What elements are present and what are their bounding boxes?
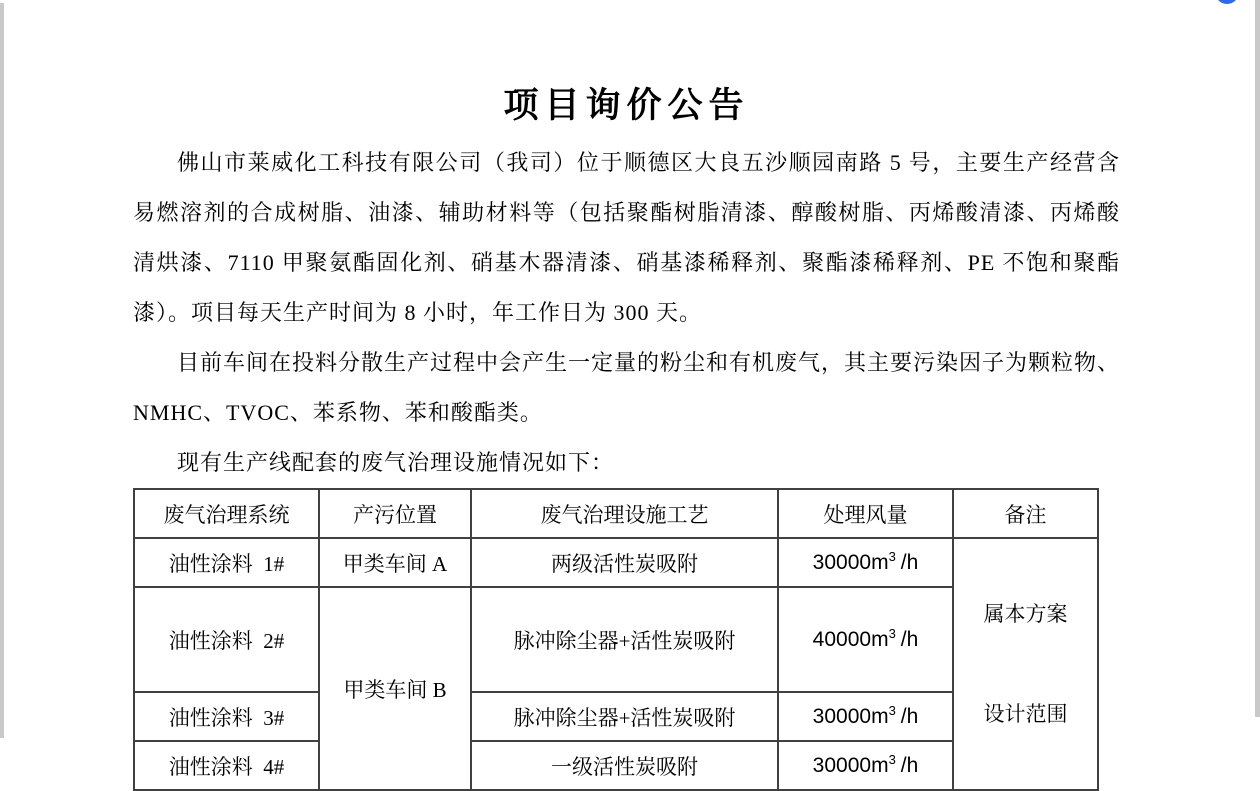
cell-airflow: [778, 692, 953, 741]
cell-location: 甲类车间 B: [319, 587, 471, 790]
cell-location: 甲类车间 A: [319, 538, 471, 587]
cell-airflow: [778, 587, 953, 692]
airflow-value: 30000m: [812, 753, 889, 777]
page-title: 项目询价公告: [503, 86, 750, 125]
paragraph-table-lead-in: 现有生产线配套的废气治理设施情况如下：: [177, 450, 615, 475]
airflow-superscript: 3: [888, 625, 896, 641]
table-row: [134, 538, 1098, 587]
airflow-superscript: 3: [888, 751, 896, 767]
airflow-value: 40000m: [812, 627, 889, 651]
airflow-unit: /h: [900, 704, 919, 728]
cell-airflow: [778, 538, 953, 587]
cell-process: 一级活性炭吸附: [471, 741, 778, 790]
airflow-unit: /h: [900, 753, 919, 777]
col-header-remark: 备注: [953, 489, 1098, 538]
airflow-superscript: 3: [888, 548, 896, 564]
cell-process: 脉冲除尘器+活性炭吸附: [471, 587, 778, 692]
exhaust-treatment-table: [133, 488, 1099, 791]
document-body: [133, 138, 1120, 488]
table-header-row: [134, 489, 1098, 538]
cell-airflow: [778, 741, 953, 790]
remark-line-2: 设计范围: [983, 702, 1068, 726]
paragraph-company-intro: 佛山市莱威化工科技有限公司（我司）位于顺德区大良五沙顺园南路 5 号，主要生产经营含易燃溶剂的合成树脂、油漆、辅助材料等（包括聚酯树脂清漆、醇酸树脂、丙烯酸清漆、丙烯酸清烘漆、7110 甲聚氨酯固化剂、硝基木器清漆、硝基漆稀释剂、聚酯漆稀释剂、PE 不饱和聚酯漆）。项目每天生产时间为 8 小时，年工作日为 300 天。: [133, 150, 1120, 325]
paragraph-pollutants: 目前车间在投料分散生产过程中会产生一定量的粉尘和有机废气，其主要污染因子为颗粒物、NMHC、TVOC、苯系物、苯和酸酯类。: [133, 350, 1121, 425]
window-edge-left: [0, 3, 4, 738]
cell-process: 两级活性炭吸附: [471, 538, 778, 587]
remark-line-1: 属本方案: [983, 602, 1068, 626]
scrollbar-track[interactable]: [1255, 0, 1260, 717]
col-header-process: 废气治理设施工艺: [471, 489, 778, 538]
airflow-unit: /h: [900, 627, 919, 651]
document-page: [133, 0, 1120, 791]
cell-system: 油性涂料 1#: [134, 538, 319, 587]
cell-system: 油性涂料 2#: [134, 587, 319, 692]
cell-system: 油性涂料 4#: [134, 741, 319, 790]
cell-remark: [953, 538, 1098, 790]
airflow-superscript: 3: [888, 702, 896, 718]
col-header-airflow: 处理风量: [778, 489, 953, 538]
airflow-value: 30000m: [812, 550, 889, 574]
col-header-location: 产污位置: [319, 489, 471, 538]
airflow-unit: /h: [900, 550, 919, 574]
floating-action-button[interactable]: [1215, 0, 1239, 4]
airflow-value: 30000m: [812, 704, 889, 728]
cell-system: 油性涂料 3#: [134, 692, 319, 741]
cell-process: 脉冲除尘器+活性炭吸附: [471, 692, 778, 741]
col-header-system: 废气治理系统: [134, 489, 319, 538]
